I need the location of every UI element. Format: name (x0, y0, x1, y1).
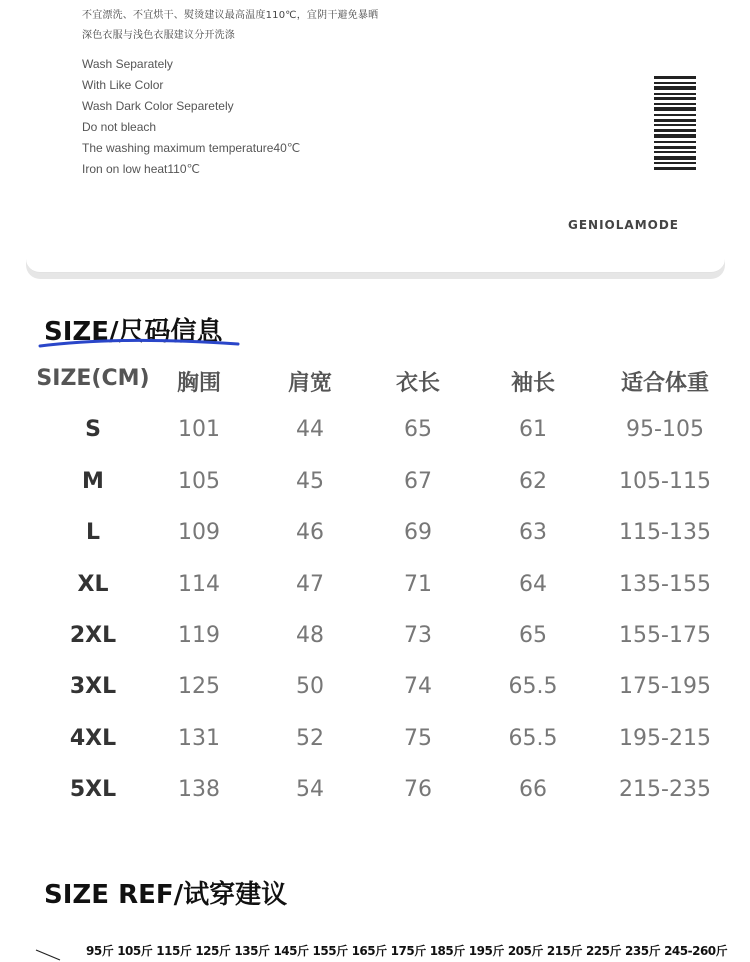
shoulder-cell: 52 (296, 725, 324, 751)
shoulder-cell: 46 (296, 520, 324, 546)
weight-label: 215斤 (546, 944, 582, 958)
size-cell: 3XL (69, 674, 117, 700)
weight-cell: 95-105 (626, 417, 704, 443)
length-cell: 65 (404, 417, 432, 443)
table-row (0, 777, 750, 828)
title-underline (38, 336, 243, 350)
sleeve-cell: 64 (519, 571, 547, 597)
shoulder-cell: 50 (296, 674, 324, 700)
header-weight: 适合体重 (620, 371, 710, 396)
header-shoulder: 肩宽 (287, 371, 333, 396)
weight-cell: 195-215 (619, 725, 711, 751)
size-cell: 2XL (69, 622, 117, 648)
shoulder-cell: 54 (296, 777, 324, 803)
length-cell: 76 (404, 777, 432, 803)
care-english-list (82, 54, 300, 180)
length-cell: 74 (404, 674, 432, 700)
care-instruction: Wash Dark Color Separetely (82, 99, 234, 113)
weight-cell: 105-115 (619, 468, 711, 494)
weight-cell: 175-195 (619, 674, 711, 700)
weight-label: 125斤 (195, 944, 231, 958)
size-cell: S (85, 417, 101, 443)
weight-label: 235斤 (625, 944, 661, 958)
chest-cell: 101 (178, 417, 220, 443)
sleeve-cell: 65.5 (508, 725, 558, 751)
length-cell: 67 (404, 468, 432, 494)
size-ref-title: SIZE REF/试穿建议 (44, 880, 288, 910)
header-size: SIZE(CM) (36, 366, 150, 391)
weight-label: 135斤 (234, 944, 270, 958)
weight-cell: 155-175 (619, 622, 711, 648)
size-table (0, 366, 750, 829)
table-row (0, 572, 750, 623)
size-cell: XL (77, 571, 109, 597)
size-cell: 4XL (69, 725, 117, 751)
weight-label: 205斤 (507, 944, 543, 958)
table-row (0, 469, 750, 520)
weight-label: 155斤 (312, 944, 348, 958)
table-row (0, 674, 750, 725)
weight-label: 165斤 (351, 944, 387, 958)
care-chinese-line-2: 深色衣服与浅色衣服建议分开洗涤 (82, 30, 235, 41)
sleeve-cell: 66 (519, 777, 547, 803)
length-cell: 71 (404, 571, 432, 597)
shoulder-cell: 48 (296, 622, 324, 648)
chest-cell: 109 (178, 520, 220, 546)
shoulder-cell: 44 (296, 417, 324, 443)
sleeve-cell: 63 (519, 520, 547, 546)
weight-cell: 115-135 (619, 520, 711, 546)
care-instruction: Do not bleach (82, 120, 157, 134)
weight-label: 245-260斤 (664, 944, 728, 958)
sleeve-cell: 62 (519, 468, 547, 494)
chest-cell: 119 (178, 622, 220, 648)
chest-cell: 114 (178, 571, 220, 597)
size-cell: 5XL (69, 777, 117, 803)
care-instruction: Wash Separately (82, 57, 173, 71)
care-instruction: With Like Color (82, 78, 164, 92)
size-cell: L (85, 520, 101, 546)
length-cell: 69 (404, 520, 432, 546)
weight-label: 145斤 (273, 944, 309, 958)
header-length: 衣长 (395, 371, 441, 396)
brand-logo: GENIOLAMODE (568, 218, 679, 232)
weight-label: 95斤 (86, 944, 114, 958)
sleeve-cell: 65 (519, 622, 547, 648)
care-chinese-line-1: 不宜漂洗、不宜烘干、熨烫建议最高温度110℃，宜阴干避免暴晒 (82, 10, 379, 21)
table-row (0, 417, 750, 468)
table-header-row (0, 366, 750, 417)
weight-label: 175斤 (390, 944, 426, 958)
weight-scale (86, 942, 731, 959)
weight-label: 195斤 (468, 944, 504, 958)
weight-label: 105斤 (117, 944, 153, 958)
chest-cell: 125 (178, 674, 220, 700)
weight-label: 185斤 (429, 944, 465, 958)
chest-cell: 138 (178, 777, 220, 803)
shoulder-cell: 45 (296, 468, 324, 494)
length-cell: 75 (404, 725, 432, 751)
header-chest: 胸围 (176, 371, 222, 396)
table-row (0, 726, 750, 777)
size-cell: M (82, 468, 104, 494)
weight-cell: 135-155 (619, 571, 711, 597)
table-row (0, 623, 750, 674)
sleeve-cell: 61 (519, 417, 547, 443)
weight-cell: 215-235 (619, 777, 711, 803)
barcode-icon (654, 76, 696, 170)
weight-label: 225斤 (585, 944, 622, 958)
chest-cell: 105 (178, 468, 220, 494)
care-label-card (26, 0, 725, 273)
sleeve-cell: 65.5 (508, 674, 558, 700)
size-section-title: SIZE/尺码信息 (44, 317, 223, 347)
care-instruction: The washing maximum temperature40℃ (82, 141, 301, 155)
weight-label: 115斤 (156, 944, 192, 958)
length-cell: 73 (404, 622, 432, 648)
table-row (0, 520, 750, 571)
shoulder-cell: 47 (296, 571, 324, 597)
header-sleeve: 袖长 (510, 371, 556, 396)
care-instruction: Iron on low heat110℃ (82, 162, 200, 176)
chest-cell: 131 (178, 725, 220, 751)
